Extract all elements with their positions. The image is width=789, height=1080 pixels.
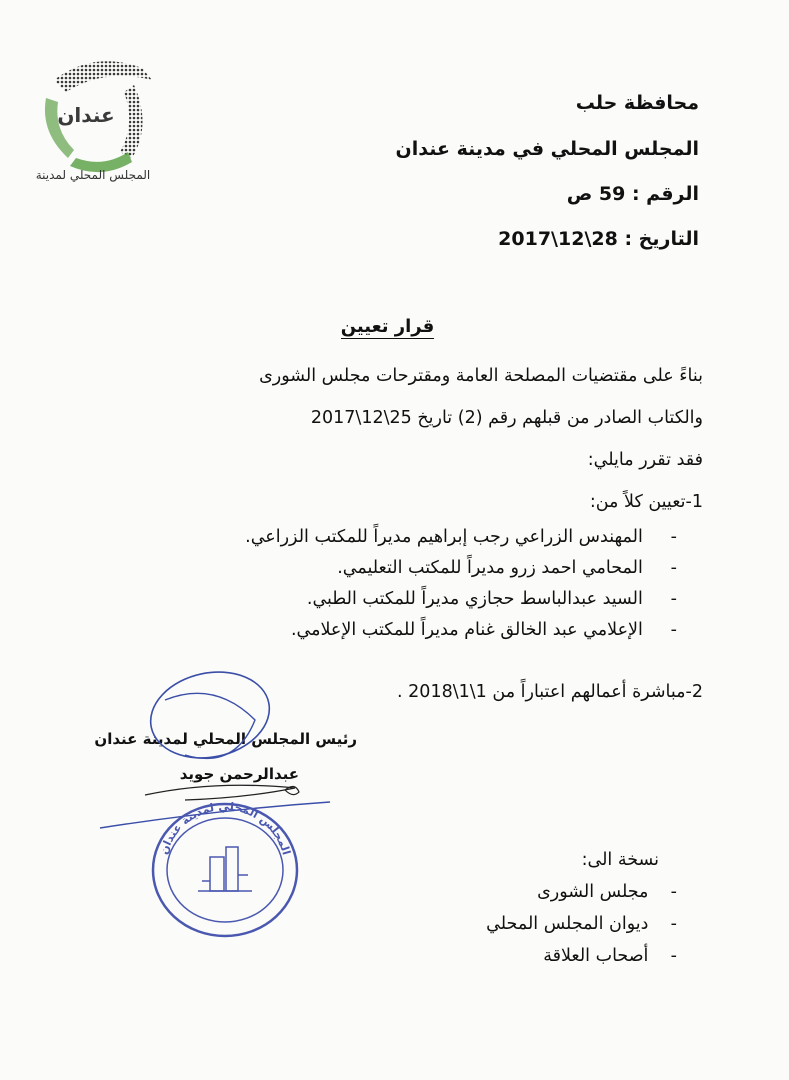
dash-icon: - bbox=[648, 946, 677, 966]
governorate-line: محافظة حلب bbox=[575, 92, 699, 114]
official-stamp bbox=[140, 795, 310, 945]
dash-icon: - bbox=[642, 558, 677, 578]
dash-icon: - bbox=[642, 620, 677, 640]
decided-line: فقد تقرر مايلي: bbox=[587, 450, 703, 470]
preamble-line-1: بناءً على مقتضيات المصلحة العامة ومقترحات مجلس الشورى bbox=[259, 366, 703, 386]
clause-2: 2-مباشرة أعمالهم اعتباراً من 1\1\2018 . bbox=[397, 682, 703, 702]
list-item: - المهندس الزراعي رجب إبراهيم مديراً للمكتب الزراعي. bbox=[245, 527, 677, 547]
logo-subtitle: المجلس المحلي لمدينة bbox=[35, 168, 151, 182]
decision-title-wrap bbox=[0, 316, 789, 337]
list-item: - مجلس الشورى bbox=[537, 882, 677, 902]
clause-1: 1-تعيين كلاً من: bbox=[589, 492, 703, 512]
document-date: التاريخ : 28\12\2017 bbox=[498, 228, 699, 250]
copies-label: نسخة الى: bbox=[581, 850, 659, 870]
svg-text:المجلس المحلي لمدينة عندان bbox=[157, 800, 293, 856]
list-item: - أصحاب العلاقة bbox=[543, 946, 677, 966]
council-line: المجلس المحلي في مدينة عندان bbox=[395, 138, 699, 160]
list-item: - المحامي احمد زرو مديراً للمكتب التعليمي. bbox=[337, 558, 677, 578]
dash-icon: - bbox=[642, 527, 677, 547]
preamble-line-2: والكتاب الصادر من قبلهم رقم (2) تاريخ 25\12\2017 bbox=[310, 408, 703, 428]
stamp-text: المجلس المحلي لمدينة عندان bbox=[157, 799, 293, 857]
reference-number: الرقم : 59 ص bbox=[566, 183, 699, 205]
decision-title: قرار تعيين bbox=[340, 316, 435, 337]
list-item: - الإعلامي عبد الخالق غنام مديراً للمكتب الإعلامي. bbox=[290, 620, 677, 640]
signatory-name: عبدالرحمن جويد bbox=[179, 765, 299, 783]
list-item: - السيد عبدالباسط حجازي مديراً للمكتب الطبي. bbox=[306, 589, 677, 609]
dash-icon: - bbox=[648, 914, 677, 934]
list-item: - ديوان المجلس المحلي bbox=[486, 914, 677, 934]
dash-icon: - bbox=[648, 882, 677, 902]
logo-name: عندان bbox=[57, 103, 115, 127]
signatory-position: رئيس المجلس المحلي لمدينة عندان bbox=[94, 730, 357, 748]
dash-icon: - bbox=[642, 589, 677, 609]
